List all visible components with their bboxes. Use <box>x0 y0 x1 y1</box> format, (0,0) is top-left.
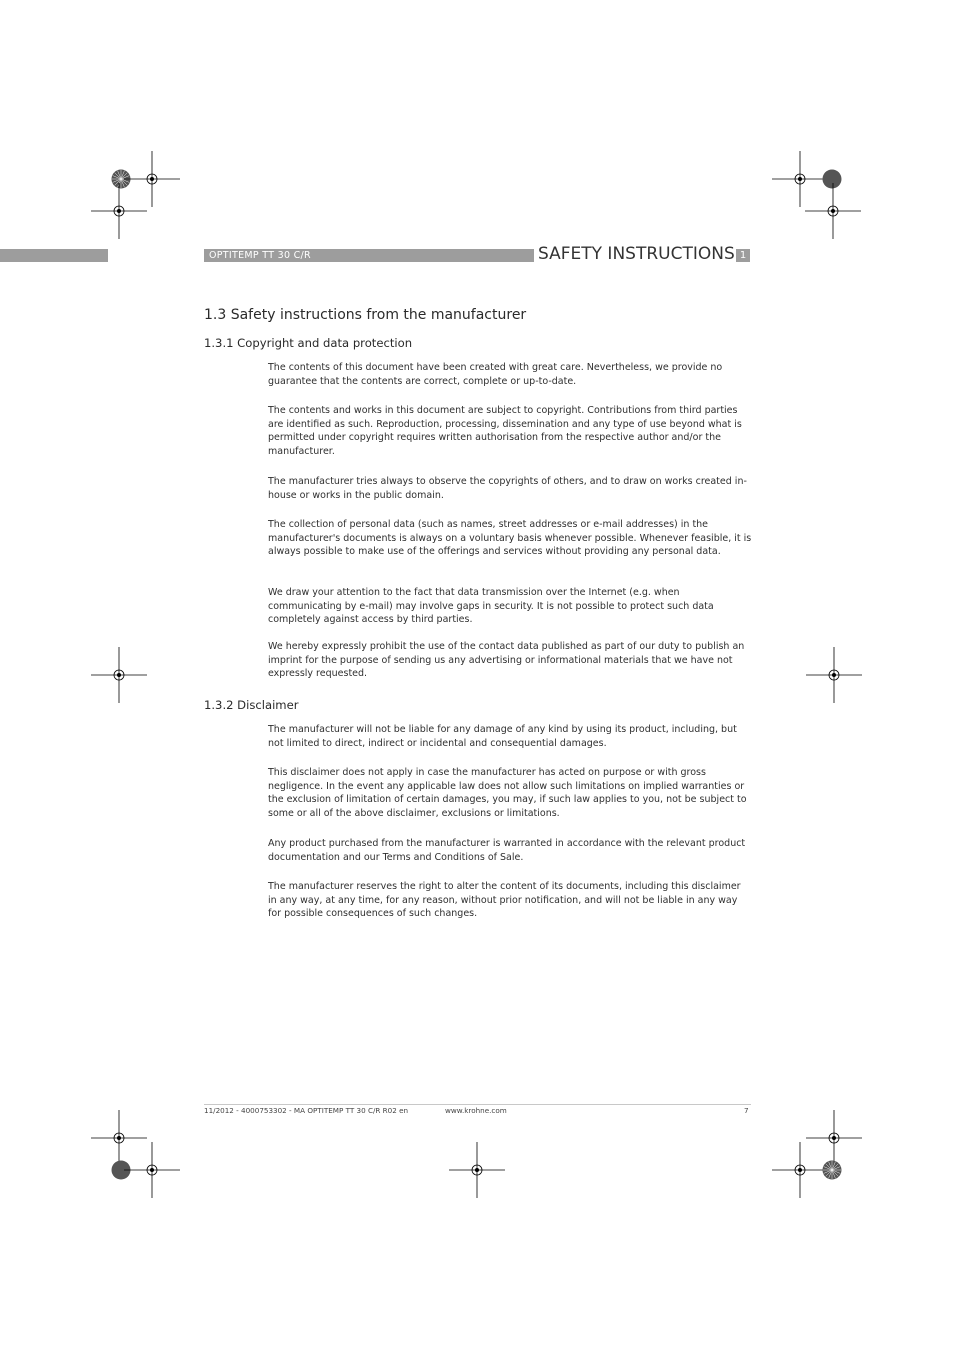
footer-rule <box>204 1104 751 1105</box>
registration-mark-icon <box>772 1142 828 1198</box>
registration-mark-icon <box>91 1110 147 1166</box>
paragraph: The contents of this document have been created with great care. Nevertheless, we provide no guarantee that the contents are correct, complete or up-to-date. <box>268 362 723 387</box>
registration-mark-icon <box>805 183 861 239</box>
footer-page-number: 7 <box>744 1106 749 1115</box>
registration-mark-icon <box>772 151 828 207</box>
registration-mark-icon <box>124 1142 180 1198</box>
footer-doc-ref: 11/2012 - 4000753302 - MA OPTITEMP TT 30 C/R R02 en <box>204 1106 409 1115</box>
registration-mark-icon <box>449 1142 505 1198</box>
paragraph: Any product purchased from the manufacturer is warranted in accordance with the relevant product documentation and our Terms and Conditions of Sale. <box>268 838 746 863</box>
paragraph: The collection of personal data (such as names, street addresses or e-mail addresses) in the manufacturer's documents is always on a voluntary basis whenever possible. Whenever feasible, it is always possible to make use of the offerings and services without providing any personal data. <box>268 519 752 558</box>
color-bar-star-icon <box>823 1161 842 1180</box>
paragraph: We draw your attention to the fact that data transmission over the Internet (e.g. when communicating by e-mail) may involve gaps in security. It is not possible to protect such data completely against access by third parties. <box>268 587 714 626</box>
registration-mark-icon <box>806 647 862 703</box>
registration-mark-icon <box>124 151 180 207</box>
registration-mark-icon <box>806 1110 862 1166</box>
paragraph: The manufacturer tries always to observe the copyrights of others, and to draw on works created in-house or works in the public domain. <box>268 476 747 501</box>
paragraph: The manufacturer will not be liable for any damage of any kind by using its product, including, but not limited to direct, indirect or incidental and consequential damages. <box>268 724 737 749</box>
subsection-heading-copyright: 1.3.1 Copyright and data protection <box>204 336 413 350</box>
header-chapter-number: 1 <box>736 249 750 262</box>
registration-mark-icon <box>91 183 147 239</box>
header-product-name: OPTITEMP TT 30 C/R <box>209 250 311 261</box>
subsection-heading-disclaimer: 1.3.2 Disclaimer <box>204 698 299 712</box>
header-bar-left <box>0 249 108 262</box>
color-bar-dot-icon <box>823 170 842 189</box>
section-heading: 1.3 Safety instructions from the manufacturer <box>204 307 527 323</box>
header-chapter-title: SAFETY INSTRUCTIONS <box>538 244 735 264</box>
footer-website: www.krohne.com <box>445 1106 507 1115</box>
registration-mark-icon <box>91 647 147 703</box>
paragraph: The contents and works in this document are subject to copyright. Contributions from third parties are identified as such. Reproduction, processing, dissemination and any type of use beyond what is permitted under copyright requires written authorisation from the respective author and/or the manufacturer. <box>268 405 742 457</box>
paragraph: We hereby expressly prohibit the use of the contact data published as part of our duty to publish an imprint for the purpose of sending us any advertising or informational materials that we have not expressly requested. <box>268 641 745 680</box>
paragraph: This disclaimer does not apply in case the manufacturer has acted on purpose or with gross negligence. In the event any applicable law does not allow such limitations on implied warranties or the exclusion of limitation of certain damages, you may, if such law applies to you, not be subject to some or all of the above disclaimer, exclusions or limitations. <box>268 767 747 819</box>
paragraph: The manufacturer reserves the right to alter the content of its documents, including this disclaimer in any way, at any time, for any reason, without prior notification, and will not be liable in any way for possible consequences of such changes. <box>268 881 741 920</box>
